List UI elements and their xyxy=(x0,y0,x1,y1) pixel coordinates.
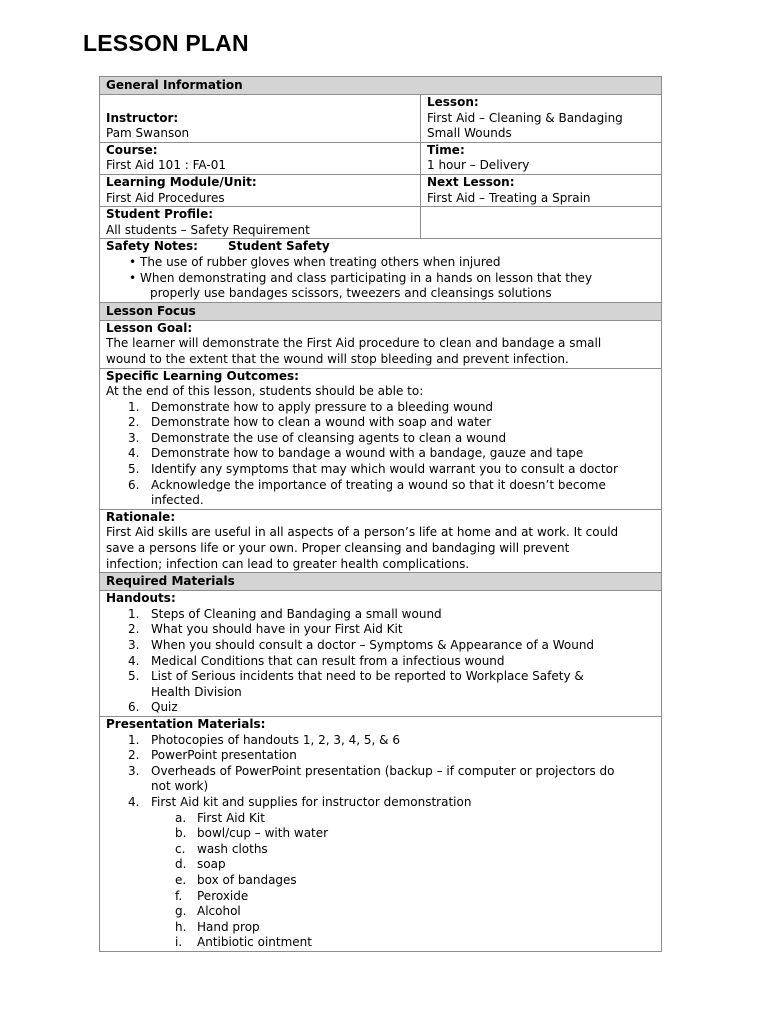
next-lesson-cell xyxy=(421,174,662,206)
course-value: First Aid 101 : FA-01 xyxy=(106,158,226,173)
outcomes-list xyxy=(128,400,656,509)
lesson-goal-cell xyxy=(100,320,662,368)
student-profile-label: Student Profile: xyxy=(106,207,214,222)
time-value: 1 hour – Delivery xyxy=(427,158,530,173)
outcomes-cell xyxy=(100,368,662,509)
time-label: Time: xyxy=(427,142,465,157)
module-cell xyxy=(100,174,421,206)
instructor-cell xyxy=(100,95,421,143)
list-item: 4. First Aid kit and supplies for instructor demonstration a. First Aid Kit b. bowl/cup – with water c. wash cloths d. soap e. box of bandages f. Peroxide g. Alcohol h. Hand prop i. Antibiotic ointment xyxy=(128,795,656,951)
list-item: h. Hand prop xyxy=(175,919,260,934)
handouts-label: Handouts: xyxy=(106,591,176,606)
lesson-value-line-1: First Aid – Cleaning & Bandaging xyxy=(427,110,623,125)
list-item: g. Alcohol xyxy=(175,904,241,919)
list-item: c. wash cloths xyxy=(175,841,268,856)
next-lesson-label: Next Lesson: xyxy=(427,174,515,189)
rationale-row xyxy=(100,509,662,572)
general-information-header: General Information xyxy=(100,77,662,95)
lesson-value-line-2: Small Wounds xyxy=(427,126,512,141)
list-item: • The use of rubber gloves when treating others when injured xyxy=(128,255,656,271)
lesson-goal-row xyxy=(100,320,662,368)
list-item: i. Antibiotic ointment xyxy=(175,935,312,950)
rationale-label: Rationale: xyxy=(106,509,176,524)
presentation-materials-row xyxy=(100,716,662,951)
student-profile-cell xyxy=(100,207,421,239)
list-item: 3. Overheads of PowerPoint presentation (backup – if computer or projectors do not work) xyxy=(128,763,615,794)
safety-notes-heading xyxy=(106,239,656,255)
outcomes-intro: At the end of this lesson, students should be able to: xyxy=(106,384,424,399)
safety-notes-continuation: properly use bandages scissors, tweezers and cleansings solutions xyxy=(150,286,552,301)
lesson-goal-line: The learner will demonstrate the First Aid procedure to clean and bandage a small xyxy=(106,336,602,351)
handouts-cell xyxy=(100,591,662,717)
handouts-list xyxy=(128,607,656,716)
next-lesson-value: First Aid – Treating a Sprain xyxy=(427,190,591,205)
safety-notes-row xyxy=(100,239,662,302)
list-item: • When demonstrating and class participating in a hands on lesson that they xyxy=(128,271,656,287)
rationale-cell xyxy=(100,509,662,572)
list-item: 2. PowerPoint presentation xyxy=(128,748,297,763)
list-item: 1. Steps of Cleaning and Bandaging a small wound xyxy=(128,606,442,621)
safety-notes-subject: Student Safety xyxy=(227,239,330,254)
list-item: 4. Demonstrate how to bandage a wound with a bandage, gauze and tape xyxy=(128,446,584,461)
rationale-line: save a persons life or your own. Proper cleansing and bandaging will prevent xyxy=(106,541,570,556)
course-cell xyxy=(100,142,421,174)
lesson-plan-table xyxy=(99,76,662,952)
list-item: 1. Demonstrate how to apply pressure to a bleeding wound xyxy=(128,399,494,414)
lesson-goal-label: Lesson Goal: xyxy=(106,320,193,335)
list-item: 6. Acknowledge the importance of treating a wound so that it doesn’t become infected. xyxy=(128,477,606,508)
instructor-label: Instructor: xyxy=(106,110,179,125)
list-item: 1. Photocopies of handouts 1, 2, 3, 4, 5, & 6 xyxy=(128,732,400,747)
empty-cell xyxy=(421,207,662,239)
list-item: 6. Quiz xyxy=(128,700,178,715)
course-label: Course: xyxy=(106,142,158,157)
list-item: f. Peroxide xyxy=(175,888,249,903)
time-cell xyxy=(421,142,662,174)
module-label: Learning Module/Unit: xyxy=(106,174,257,189)
page-title: LESSON PLAN xyxy=(83,30,249,56)
presentation-materials-list xyxy=(128,733,656,951)
rationale-line: First Aid skills are useful in all aspects of a person’s life at home and at work. It could xyxy=(106,525,619,540)
lesson-label: Lesson: xyxy=(427,95,479,109)
list-item: 2. Demonstrate how to clean a wound with soap and water xyxy=(128,415,492,430)
list-item: 3. Demonstrate the use of cleansing agents to clean a wound xyxy=(128,430,507,445)
safety-notes-list xyxy=(128,255,656,286)
instructor-lesson-row xyxy=(100,95,662,143)
module-value: First Aid Procedures xyxy=(106,190,225,205)
module-next-lesson-row xyxy=(100,174,662,206)
safety-notes-label: Safety Notes: xyxy=(106,239,198,254)
list-item: 4. Medical Conditions that can result from a infectious wound xyxy=(128,653,505,668)
list-item: 2. What you should have in your First Aid Kit xyxy=(128,622,403,637)
outcomes-row xyxy=(100,368,662,509)
rationale-line: infection; infection can lead to greater health complications. xyxy=(106,556,470,571)
list-item: a. First Aid Kit xyxy=(175,810,265,825)
required-materials-header: Required Materials xyxy=(100,573,662,591)
list-item: 3. When you should consult a doctor – Symptoms & Appearance of a Wound xyxy=(128,638,595,652)
student-profile-row xyxy=(100,207,662,239)
presentation-materials-label: Presentation Materials: xyxy=(106,716,266,731)
list-item: 5. List of Serious incidents that need to be reported to Workplace Safety & Health Division xyxy=(128,669,584,699)
lesson-focus-header: Lesson Focus xyxy=(100,302,662,320)
list-item: b. bowl/cup – with water xyxy=(175,826,329,841)
lesson-focus-header-row xyxy=(100,302,662,320)
supplies-list xyxy=(175,811,656,951)
lesson-cell xyxy=(421,95,662,143)
outcomes-label: Specific Learning Outcomes: xyxy=(106,368,299,383)
lesson-goal-line: wound to the extent that the wound will stop bleeding and prevent infection. xyxy=(106,351,569,366)
general-information-header-row xyxy=(100,77,662,95)
student-profile-value: All students – Safety Requirement xyxy=(106,222,310,237)
list-item: d. soap xyxy=(175,857,226,872)
safety-notes-cell xyxy=(100,239,662,302)
list-item: e. box of bandages xyxy=(175,872,297,887)
list-item: 5. Identify any symptoms that may which would warrant you to consult a doctor xyxy=(128,462,618,477)
handouts-row xyxy=(100,591,662,717)
course-time-row xyxy=(100,142,662,174)
required-materials-header-row xyxy=(100,573,662,591)
instructor-value: Pam Swanson xyxy=(106,126,190,141)
presentation-materials-cell xyxy=(100,716,662,951)
